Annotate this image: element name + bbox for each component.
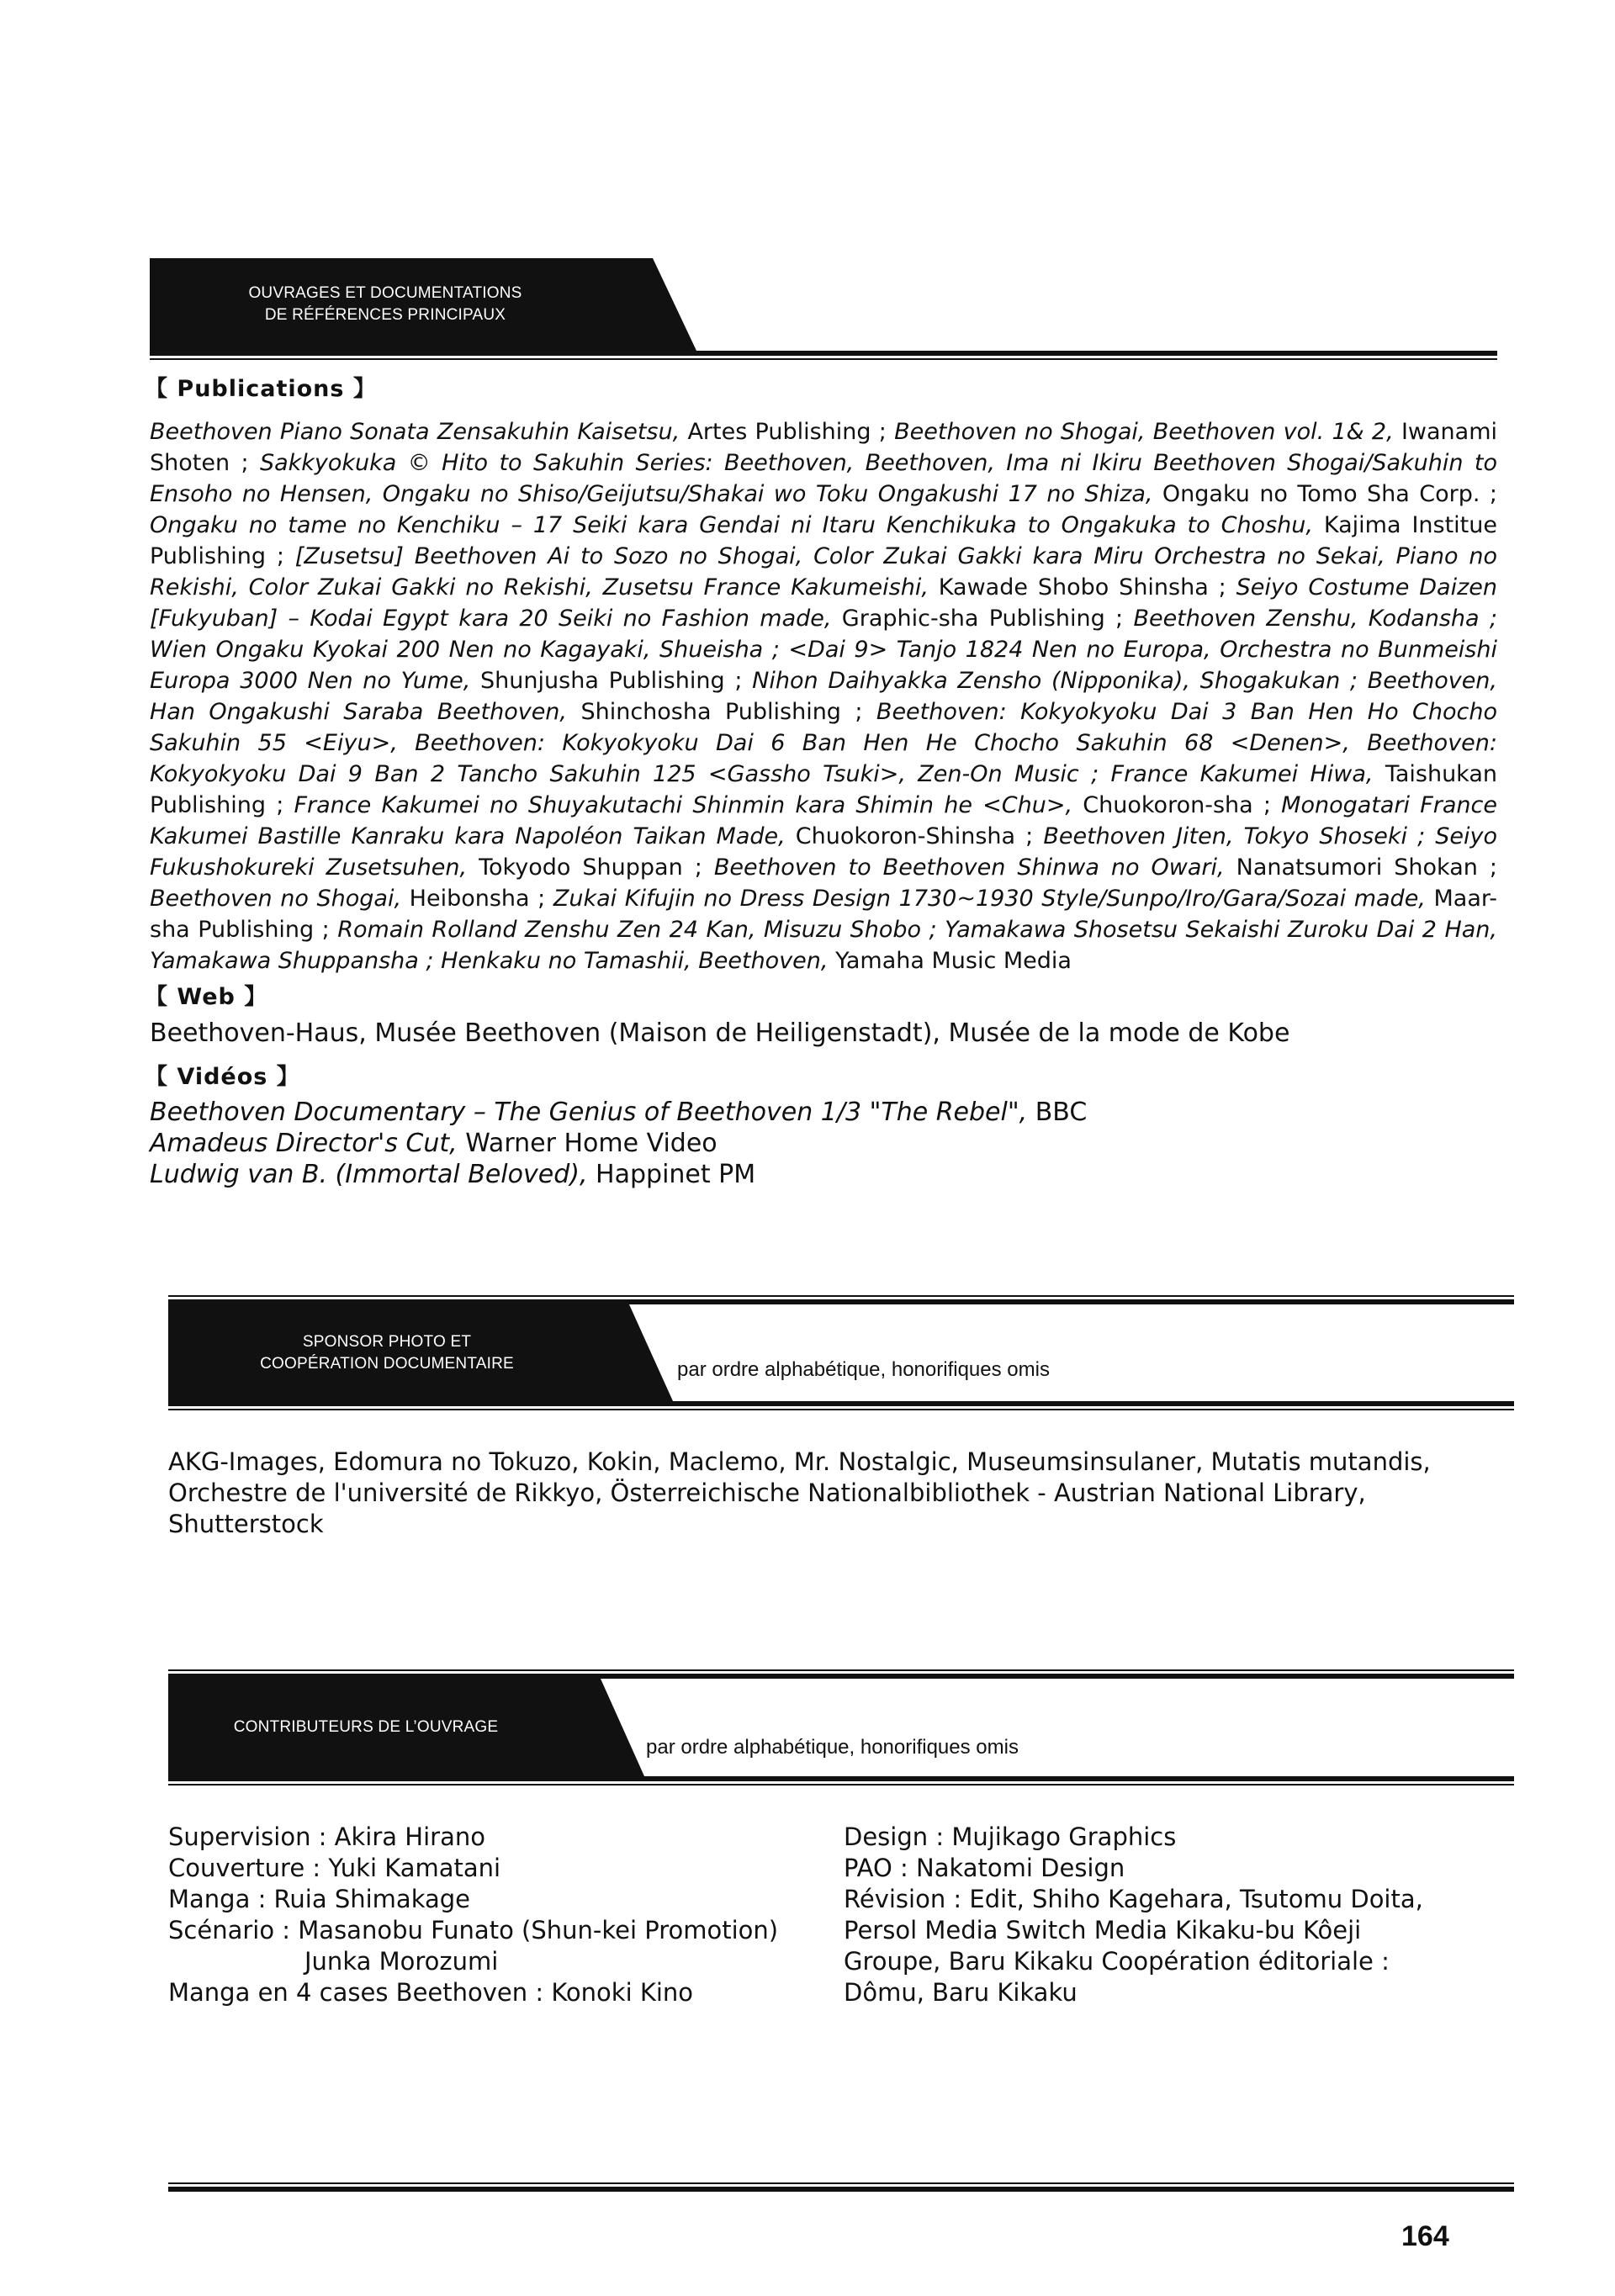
credit-line: Couverture : Yuki Kamatani bbox=[168, 1854, 501, 1882]
credits-right-column bbox=[844, 1822, 1423, 2008]
publication-publisher: Shunjusha Publishing ; bbox=[470, 668, 753, 694]
credit-line: Persol Media Switch Media Kikaku-bu Kôeji bbox=[844, 1916, 1362, 1944]
publication-publisher: Nanatsumori Shokan ; bbox=[1224, 854, 1497, 881]
contributors-rule-bottom-thick bbox=[168, 1776, 1514, 1781]
publication-publisher: Artes Publishing ; bbox=[680, 419, 895, 445]
publication-title: Sakkyokuka © Hito to Sakuhin Series: Beethoven, Beethoven, Ima ni Ikiru Beethoven Shogai/Sakuhin to Ensoho no Hensen, Ongaku no Shiso/Geijutsu/Shakai wo Toku Ongakushi 17 no Shiza, bbox=[150, 450, 1497, 507]
credit-line: PAO : Nakatomi Design bbox=[844, 1854, 1125, 1882]
sponsor-rule-bottom-thin bbox=[168, 1409, 1514, 1410]
references-title-line2: DE RÉFÉRENCES PRINCIPAUX bbox=[264, 306, 506, 324]
sponsor-rule-bottom-thick bbox=[168, 1401, 1514, 1406]
publication-title: Beethoven to Beethoven Shinwa no Owari, bbox=[713, 854, 1225, 881]
contributors-rule-bottom-thin bbox=[168, 1784, 1514, 1785]
publication-publisher: Kawade Shobo Shinsha ; bbox=[928, 574, 1236, 600]
publication-publisher: Kajima Institue Publishing ; bbox=[150, 512, 1497, 569]
web-label: 【 Web 】 bbox=[145, 984, 268, 1010]
publication-publisher: Heibonsha ; bbox=[401, 886, 553, 912]
publication-title: [Zusetsu] Beethoven Ai to Sozo no Shogai, Color Zukai Gakki kara Miru Orchestra no Sekai, Piano no Rekishi, Color Zukai Gakki no Rekishi, Zusetsu France Kakumeishi, bbox=[150, 543, 1497, 600]
publication-title: Beethoven: Kokyokyoku Dai 3 Ban Hen Ho Chocho Sakuhin 55 <Eiyu>, Beethoven: Kokyokyoku Dai 6 Ban Hen He Chocho Sakuhin 68 <Denen>, Beethoven: Kokyokyoku Dai 9 Ban 2 Tancho Sakuhin 125 <Gassho Tsuki>, Zen-On Music ; France Kakumei Hiwa, bbox=[150, 699, 1498, 787]
publication-title: Beethoven Jiten, Tokyo Shoseki ; Seiyo Fukushokureki Zusetsuhen, bbox=[150, 823, 1497, 881]
contributors-title: CONTRIBUTEURS DE L’OUVRAGE bbox=[233, 1718, 499, 1736]
publications-list bbox=[150, 416, 1497, 976]
sponsor-order-note: par ordre alphabétique, honorifiques omis bbox=[677, 1358, 1050, 1381]
publication-publisher: Taishukan Publishing ; bbox=[150, 761, 1497, 818]
sponsor-title-line2: COOPÉRATION DOCUMENTAIRE bbox=[260, 1354, 514, 1373]
sponsor-rule-top-thin bbox=[168, 1295, 1514, 1297]
publication-publisher: Tokyodo Shuppan ; bbox=[467, 854, 714, 881]
references-rule-thin bbox=[150, 358, 1497, 360]
sponsor-banner-slant bbox=[604, 1304, 673, 1401]
publication-title: France Kakumei no Shuyakutachi Shinmin kara Shimin he <Chu>, bbox=[294, 792, 1073, 818]
publication-publisher: Shinchosha Publishing ; bbox=[567, 699, 876, 725]
page-number: 164 bbox=[1401, 2220, 1449, 2252]
footer-rule-thick bbox=[168, 2187, 1514, 2192]
credit-line: Manga : Ruia Shimakage bbox=[168, 1885, 471, 1913]
publication-publisher: Chuokoron-sha ; bbox=[1072, 792, 1282, 818]
credit-line: Révision : Edit, Shiho Kagehara, Tsutomu Doita, bbox=[844, 1885, 1423, 1913]
references-section-title bbox=[150, 258, 621, 351]
publication-publisher: Graphic-sha Publishing ; bbox=[831, 606, 1134, 632]
publication-publisher: Chuokoron-Shinsha ; bbox=[785, 823, 1044, 849]
credit-line: Dômu, Baru Kikaku bbox=[844, 1978, 1078, 2007]
sponsor-title-line1: SPONSOR PHOTO ET bbox=[302, 1332, 472, 1351]
publication-title: Beethoven Zenshu, Kodansha ; Wien Ongaku Kyokai 200 Nen no Kagayaki, Shueisha ; <Dai 9> Tanjo 1824 Nen no Europa, Orchestra no Bunmeishi Europa 3000 Nen no Yume, bbox=[150, 606, 1497, 694]
contributors-order-note: par ordre alphabétique, honorifiques omis bbox=[646, 1736, 1019, 1759]
footer-rule-thin bbox=[168, 2182, 1514, 2184]
sponsor-section-title bbox=[168, 1304, 606, 1401]
references-rule-thick bbox=[150, 351, 1497, 356]
publication-title: Monogatari France Kakumei Bastille Kanraku kara Napoléon Taikan Made, bbox=[150, 792, 1497, 849]
publication-title: Beethoven Piano Sonata Zensakuhin Kaisetsu, bbox=[150, 419, 680, 445]
publication-publisher: Yamaha Music Media bbox=[828, 948, 1072, 974]
publication-title: Seiyo Costume Daizen [Fukyuban] – Kodai Egypt kara 20 Seiki no Fashion made, bbox=[150, 574, 1498, 632]
video-item: Beethoven Documentary – The Genius of Beethoven 1/3 "The Rebel", BBC bbox=[150, 1098, 1088, 1127]
credit-line: Manga en 4 cases Beethoven : Konoki Kino bbox=[168, 1978, 694, 2007]
credit-line: Junka Morozumi bbox=[304, 1947, 499, 1976]
publications-label: 【 Publications 】 bbox=[145, 376, 377, 402]
videos-label: 【 Vidéos 】 bbox=[145, 1064, 300, 1090]
contributors-rule-top-thin bbox=[168, 1669, 1514, 1671]
references-title-line1: OUVRAGES ET DOCUMENTATIONS bbox=[248, 284, 522, 302]
credit-line: Design : Mujikago Graphics bbox=[844, 1823, 1177, 1851]
video-item: Ludwig van B. (Immortal Beloved), Happinet PM bbox=[150, 1160, 756, 1189]
credits-left-column bbox=[168, 1822, 778, 2008]
references-banner-slant bbox=[619, 258, 696, 351]
publication-title: Beethoven no Shogai, bbox=[150, 886, 402, 912]
publication-publisher: Iwanami Shoten ; bbox=[150, 419, 1498, 476]
sponsors-list: AKG-Images, Edomura no Tokuzo, Kokin, Maclemo, Mr. Nostalgic, Museumsinsulaner, Mutatis mutandis, Orchestre de l'université de Rikkyo, Österreichische Nationalbibliothek - Austrian National Library, Shutterstock bbox=[168, 1447, 1431, 1538]
web-sources: Beethoven-Haus, Musée Beethoven (Maison de Heiligenstadt), Musée de la mode de Kobe bbox=[150, 1018, 1290, 1048]
publication-title: Ongaku no tame no Kenchiku – 17 Seiki kara Gendai ni Itaru Kenchikuka to Ongakuka to Choshu, bbox=[150, 512, 1313, 538]
publication-publisher: Maar-sha Publishing ; bbox=[150, 886, 1497, 943]
contributors-banner-slant bbox=[562, 1679, 644, 1776]
contributors-section-title bbox=[168, 1679, 564, 1776]
credit-line: Groupe, Baru Kikaku Coopération éditoriale : bbox=[844, 1947, 1390, 1976]
publication-publisher: Ongaku no Tomo Sha Corp. ; bbox=[1152, 481, 1497, 507]
publication-title: Beethoven no Shogai, Beethoven vol. 1& 2, bbox=[894, 419, 1394, 445]
publication-title: Romain Rolland Zenshu Zen 24 Kan, Misuzu Shobo ; Yamakawa Shosetsu Sekaishi Zuroku Dai 2 Han, Yamakawa Shuppansha ; Henkaku no Tamashii, Beethoven, bbox=[150, 917, 1497, 974]
publication-title: Zukai Kifujin no Dress Design 1730~1930 Style/Sunpo/Iro/Gara/Sozai made, bbox=[553, 886, 1426, 912]
credit-line: Supervision : Akira Hirano bbox=[168, 1823, 485, 1851]
credit-line: Scénario : Masanobu Funato (Shun-kei Promotion) bbox=[168, 1916, 779, 1944]
publication-title: Nihon Daihyakka Zensho (Nipponika), Shogakukan ; Beethoven, Han Ongakushi Saraba Beethoven, bbox=[150, 668, 1497, 725]
video-item: Amadeus Director's Cut, Warner Home Video bbox=[150, 1129, 717, 1158]
